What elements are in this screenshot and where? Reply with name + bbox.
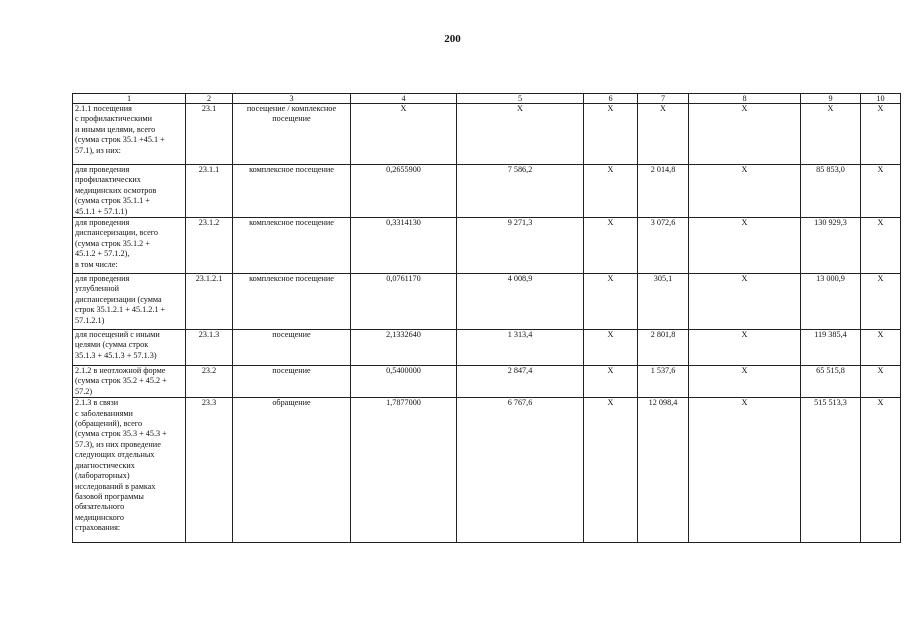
row-name-line: с профилактическими xyxy=(75,114,152,124)
row-name-line: (сумма строк 35.1.1 + xyxy=(75,196,150,206)
row-value-cell-c4: 1,7877000 xyxy=(351,398,457,543)
row-value-cell-c8: X xyxy=(689,274,801,330)
row-name-line: 2.1.2 в неотложной форме xyxy=(75,366,166,376)
row-name-line: строк 35.1.2.1 + 45.1.2.1 + xyxy=(75,305,166,315)
row-unit-cell xyxy=(233,218,351,274)
row-value-cell-c9: 515 513,3 xyxy=(801,398,861,543)
row-name-line: 57.1), из них: xyxy=(75,145,121,155)
row-name-cell xyxy=(73,218,186,274)
row-name-line: в том числе: xyxy=(75,259,118,269)
row-value-cell-c8: X xyxy=(689,330,801,366)
row-name-cell xyxy=(73,366,186,398)
row-unit-line: комплексное посещение xyxy=(249,165,334,174)
row-name-line: и иными целями, всего xyxy=(75,124,156,134)
row-value-cell-c7: 2 014,8 xyxy=(638,165,689,218)
row-name-line: диспансеризации (сумма xyxy=(75,294,162,304)
row-value-cell-c9: 65 515,8 xyxy=(801,366,861,398)
row-name-line: медицинских осмотров xyxy=(75,185,157,195)
row-unit-line: посещение xyxy=(272,330,311,340)
row-code-cell: 23.1.2.1 xyxy=(186,274,233,330)
row-value-cell-c6: X xyxy=(584,165,638,218)
row-value-cell-c9: 13 000,9 xyxy=(801,274,861,330)
row-name-line: с заболеваниями xyxy=(75,408,133,418)
row-unit-cell xyxy=(233,104,351,165)
row-value-cell-c5: 6 767,6 xyxy=(457,398,584,543)
row-value-cell-c10: X xyxy=(861,330,901,366)
row-name-line: для проведения xyxy=(75,165,130,174)
row-value-cell-c7: 1 537,6 xyxy=(638,366,689,398)
row-value-cell-c9: 130 929,3 xyxy=(801,218,861,274)
row-code-cell: 23.2 xyxy=(186,366,233,398)
data-table xyxy=(72,93,901,543)
row-name-line: обязательного xyxy=(75,502,125,512)
row-value-cell-c7: 2 801,8 xyxy=(638,330,689,366)
row-value-cell-c10: X xyxy=(861,398,901,543)
row-name-line: (обращений), всего xyxy=(75,419,143,429)
row-value-cell-c5: 1 313,4 xyxy=(457,330,584,366)
header-cell: 3 xyxy=(233,94,351,104)
row-value-cell-c10: X xyxy=(861,165,901,218)
row-name-line: (сумма строк 35.2 + 45.2 + xyxy=(75,376,167,386)
row-value-cell-c6: X xyxy=(584,398,638,543)
row-value-cell-c4: X xyxy=(351,104,457,165)
row-code-cell: 23.3 xyxy=(186,398,233,543)
row-unit-line: посещение xyxy=(272,366,311,376)
row-name-line: (сумма строк 35.3 + 45.3 + xyxy=(75,429,167,439)
table-row xyxy=(73,398,901,543)
row-name-line: для проведения xyxy=(75,274,130,284)
row-name-line: 2.1.1 посещения xyxy=(75,104,132,113)
header-row xyxy=(73,94,901,104)
row-value-cell-c9: X xyxy=(801,104,861,165)
row-value-cell-c5: X xyxy=(457,104,584,165)
row-name-line: диагностических xyxy=(75,460,135,470)
row-value-cell-c6: X xyxy=(584,366,638,398)
row-name-line: страхования: xyxy=(75,523,121,533)
row-name-line: целями (сумма строк xyxy=(75,340,149,350)
row-value-cell-c8: X xyxy=(689,165,801,218)
row-name-line: для проведения xyxy=(75,218,130,228)
row-value-cell-c10: X xyxy=(861,274,901,330)
table-row xyxy=(73,274,901,330)
row-value-cell-c6: X xyxy=(584,218,638,274)
row-name-line: 2.1.3 в связи xyxy=(75,398,119,408)
row-name-line: следующих отдельных xyxy=(75,450,155,460)
row-name-line: (сумма строк 35.1 +45.1 + xyxy=(75,135,165,145)
row-unit-cell xyxy=(233,398,351,543)
row-value-cell-c5: 7 586,2 xyxy=(457,165,584,218)
header-cell: 1 xyxy=(73,94,186,104)
row-value-cell-c9: 119 385,4 xyxy=(801,330,861,366)
row-name-line: 45.1.1 + 57.1.1) xyxy=(75,206,128,216)
row-value-cell-c4: 0,5400000 xyxy=(351,366,457,398)
row-value-cell-c7: 3 072,6 xyxy=(638,218,689,274)
row-name-line: диспансеризации, всего xyxy=(75,228,158,238)
row-unit-line: посещение / комплексное xyxy=(246,104,337,113)
row-value-cell-c7: X xyxy=(638,104,689,165)
row-unit-line: обращение xyxy=(272,398,311,408)
header-cell: 10 xyxy=(861,94,901,104)
row-name-cell xyxy=(73,104,186,165)
header-cell: 4 xyxy=(351,94,457,104)
table-row xyxy=(73,330,901,366)
row-name-line: профилактических xyxy=(75,175,141,185)
row-unit-cell xyxy=(233,366,351,398)
row-unit-cell xyxy=(233,165,351,218)
table-row xyxy=(73,218,901,274)
row-value-cell-c6: X xyxy=(584,104,638,165)
row-name-line: 45.1.2 + 57.1.2), xyxy=(75,249,130,259)
header-cell: 5 xyxy=(457,94,584,104)
row-value-cell-c5: 4 008,9 xyxy=(457,274,584,330)
row-name-line: 57.3), из них проведение xyxy=(75,439,161,449)
row-value-cell-c8: X xyxy=(689,104,801,165)
row-value-cell-c8: X xyxy=(689,398,801,543)
table-row xyxy=(73,366,901,398)
row-value-cell-c7: 305,1 xyxy=(638,274,689,330)
row-value-cell-c5: 9 271,3 xyxy=(457,218,584,274)
row-value-cell-c9: 85 853,0 xyxy=(801,165,861,218)
row-name-line: 57.2) xyxy=(75,386,93,396)
header-cell: 6 xyxy=(584,94,638,104)
header-cell: 2 xyxy=(186,94,233,104)
table-body xyxy=(73,94,901,543)
table-row xyxy=(73,104,901,165)
row-value-cell-c10: X xyxy=(861,218,901,274)
row-unit-cell xyxy=(233,330,351,366)
row-name-cell xyxy=(73,398,186,543)
row-value-cell-c4: 2,1332640 xyxy=(351,330,457,366)
row-unit-line: комплексное посещение xyxy=(249,218,334,228)
row-name-line: базовой программы xyxy=(75,491,144,501)
page-number: 200 xyxy=(444,33,461,45)
row-unit-line: комплексное посещение xyxy=(249,274,334,284)
header-cell: 8 xyxy=(689,94,801,104)
row-unit-cell xyxy=(233,274,351,330)
row-name-cell xyxy=(73,330,186,366)
row-name-cell xyxy=(73,274,186,330)
row-value-cell-c5: 2 847,4 xyxy=(457,366,584,398)
row-code-cell: 23.1.2 xyxy=(186,218,233,274)
row-value-cell-c6: X xyxy=(584,330,638,366)
row-value-cell-c10: X xyxy=(861,366,901,398)
header-cell: 9 xyxy=(801,94,861,104)
row-name-line: (лабораторных) xyxy=(75,471,130,481)
row-value-cell-c4: 0,3314130 xyxy=(351,218,457,274)
row-unit-line: посещение xyxy=(272,114,311,124)
row-value-cell-c7: 12 098,4 xyxy=(638,398,689,543)
row-name-cell xyxy=(73,165,186,218)
row-code-cell: 23.1.1 xyxy=(186,165,233,218)
row-value-cell-c8: X xyxy=(689,366,801,398)
header-cell: 7 xyxy=(638,94,689,104)
row-name-line: 57.1.2.1) xyxy=(75,315,105,325)
row-name-line: углубленной xyxy=(75,284,120,294)
row-value-cell-c10: X xyxy=(861,104,901,165)
row-value-cell-c6: X xyxy=(584,274,638,330)
row-value-cell-c4: 0,0761170 xyxy=(351,274,457,330)
row-name-line: исследований в рамках xyxy=(75,481,156,491)
row-value-cell-c4: 0,2655900 xyxy=(351,165,457,218)
row-code-cell: 23.1.3 xyxy=(186,330,233,366)
row-name-line: медицинского xyxy=(75,512,124,522)
row-name-line: (сумма строк 35.1.2 + xyxy=(75,238,150,248)
row-value-cell-c8: X xyxy=(689,218,801,274)
row-code-cell: 23.1 xyxy=(186,104,233,165)
row-name-line: для посещений с иными xyxy=(75,330,160,340)
row-name-line: 35.1.3 + 45.1.3 + 57.1.3) xyxy=(75,350,157,360)
table-row xyxy=(73,165,901,218)
